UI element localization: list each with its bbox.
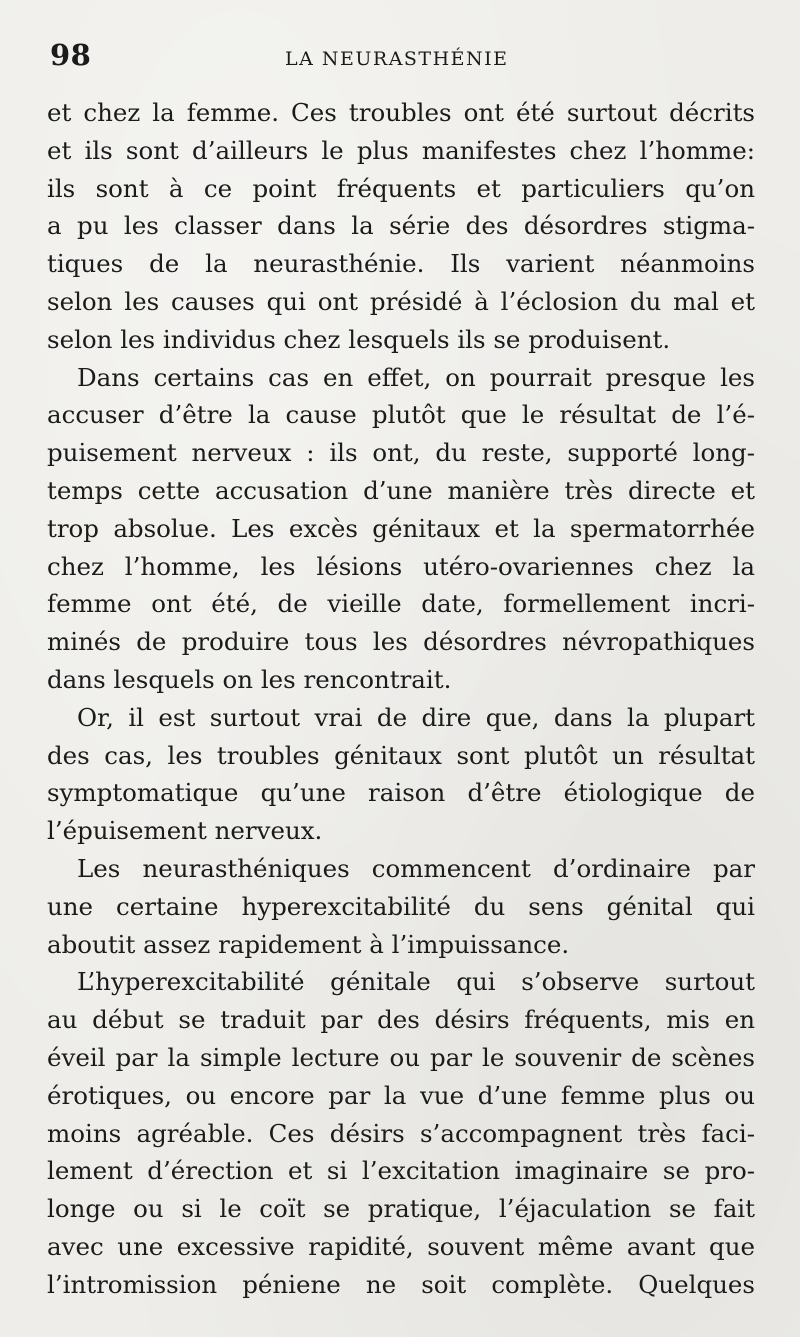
text-line: femme ont été, de vieille date, formellement incri- [47,589,755,619]
running-head: LA NEURASTHÉNIE [285,48,509,70]
text-line: symptomatique qu’une raison d’être étiologique de [47,778,755,808]
text-line: selon les individus chez lesquels ils se produisent. [47,324,671,354]
text-line: Dans certains cas en effet, on pourrait presque les [77,362,755,392]
text-line: aboutit assez rapidement à l’impuissance. [47,929,570,959]
text-line: temps cette accusation d’une manière très directe et [47,475,755,505]
text-line: lement d’érection et si l’excitation imaginaire se pro- [47,1156,755,1186]
text-line: l’intromission péniene ne soit complète. Quelques [47,1269,755,1299]
text-line: et ils sont d’ailleurs le plus manifestes chez l’homme: [47,135,755,165]
text-line: selon les causes qui ont présidé à l’éclosion du mal et [47,286,755,316]
text-line: des cas, les troubles génitaux sont plutôt un résultat [47,740,755,770]
text-line: trop absolue. Les excès génitaux et la spermatorrhée [47,513,755,543]
body-text [47,94,755,1304]
text-line: chez l’homme, les lésions utéro-ovariennes chez la [47,551,755,581]
text-line: et chez la femme. Ces troubles ont été surtout décrits [47,98,755,127]
text-line: a pu les classer dans la série des désordres stigma- [47,211,755,241]
text-line: ils sont à ce point fréquents et particuliers qu’on [47,173,755,203]
text-line: L’hyperexcitabilité génitale qui s’observe surtout [77,967,755,997]
text-line: longe ou si le coït se pratique, l’éjaculation se fait [47,1194,755,1224]
text-line: puisement nerveux : ils ont, du reste, supporté long- [47,438,755,468]
page-header [50,38,750,78]
text-line: Les neurasthéniques commencent d’ordinaire par [77,853,755,883]
text-line: éveil par la simple lecture ou par le souvenir de scènes [47,1042,755,1072]
text-line: moins agréable. Ces désirs s’accompagnent très faci- [47,1118,755,1148]
text-line: dans lesquels on les rencontrait. [47,664,452,694]
page-number: 98 [50,38,92,72]
text-line: érotiques, ou encore par la vue d’une femme plus ou [47,1080,755,1110]
text-line: minés de produire tous les désordres névropathiques [47,627,755,657]
text-line: une certaine hyperexcitabilité du sens génital qui [47,891,755,921]
text-line: au début se traduit par des désirs fréquents, mis en [47,1005,755,1035]
text-line: Or, il est surtout vrai de dire que, dans la plupart [77,702,755,732]
text-line: tiques de la neurasthénie. Ils varient néanmoins [47,249,755,279]
text-line: accuser d’être la cause plutôt que le résultat de l’é- [47,400,755,430]
text-line: l’épuisement nerveux. [47,816,323,846]
text-line: avec une excessive rapidité, souvent même avant que [47,1231,755,1261]
